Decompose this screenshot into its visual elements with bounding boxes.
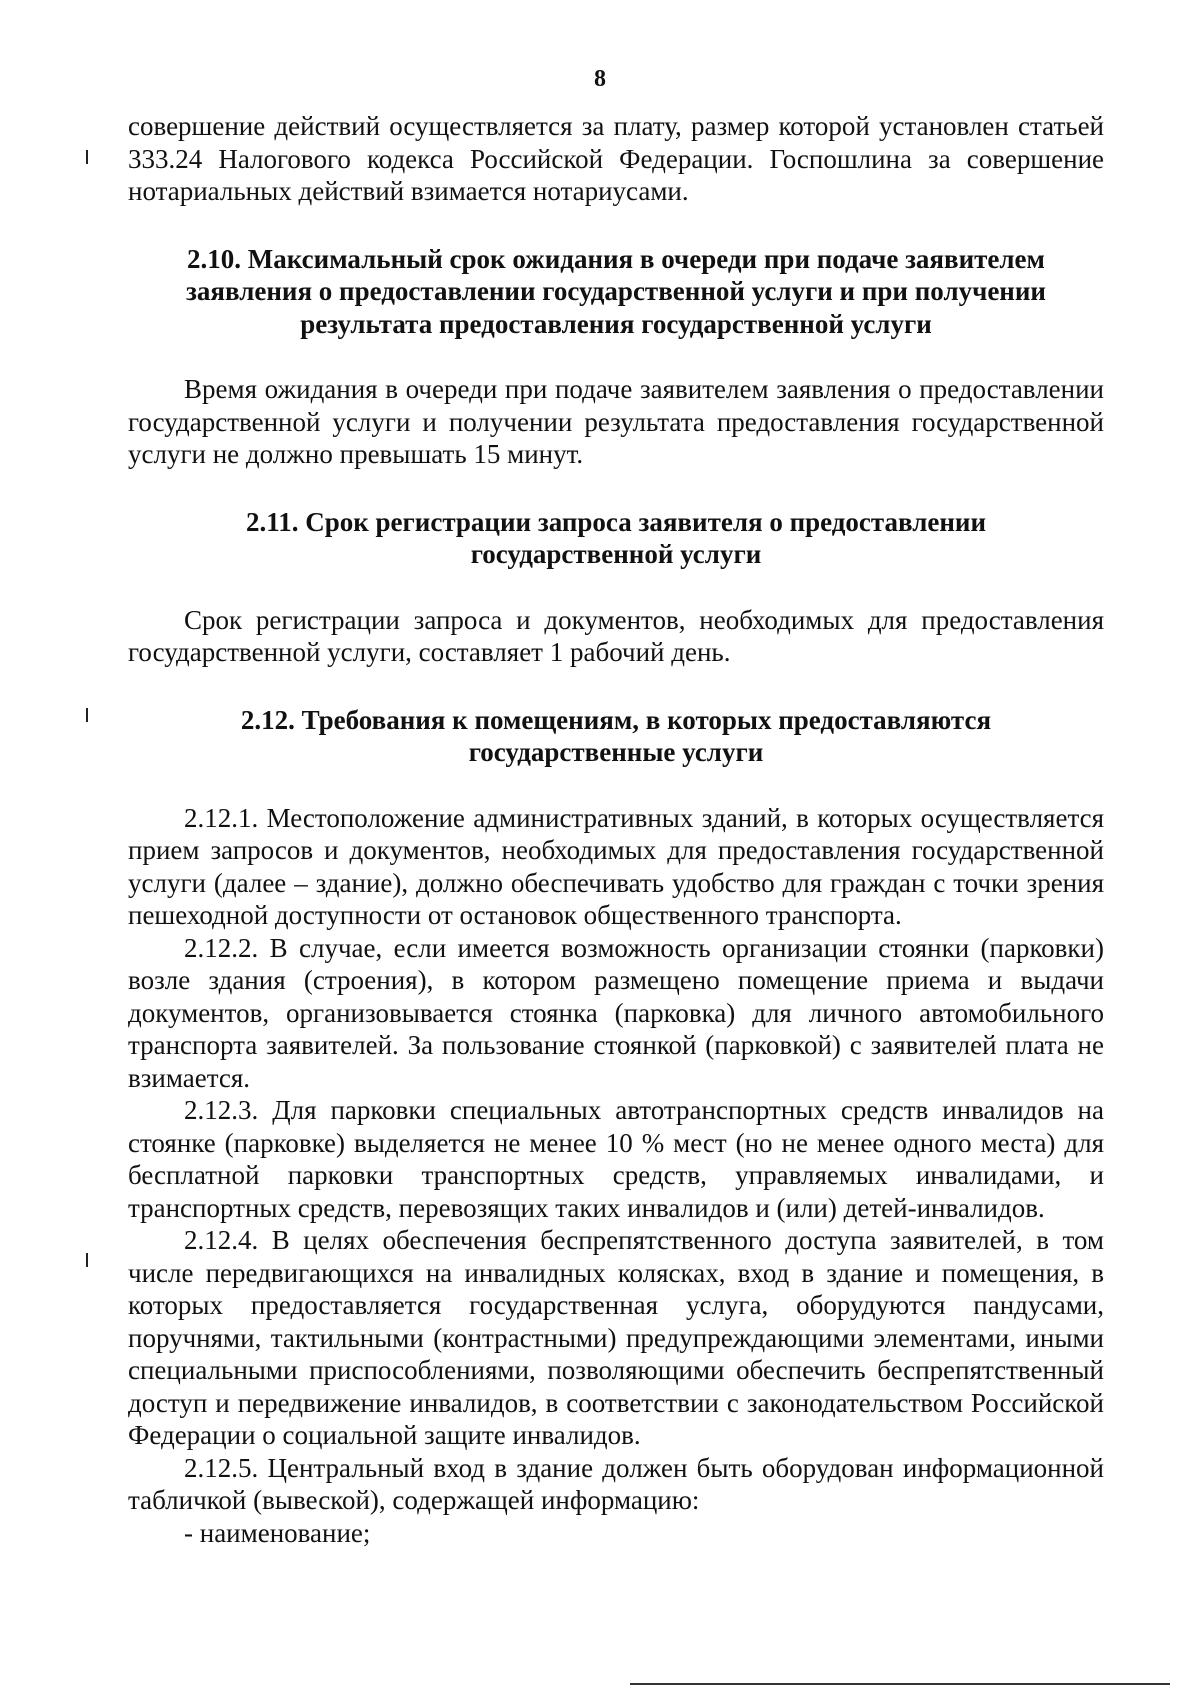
section-2-11-heading: 2.11. Срок регистрации запроса заявителя о предоставлении государственной услуги [245, 506, 987, 569]
margin-mark [86, 150, 88, 164]
section-2-12-heading: 2.12. Требования к помещениям, в которых предоставляются государственные услуги [240, 704, 992, 767]
section-2-10-text: Время ожидания в очереди при подаче заявителем заявления о предоставлении государственной услуги и получении результата предоставления государственной услуги не должно превышать 15 минут. [128, 374, 1104, 469]
clause-2-12-3: 2.12.3. Для парковки специальных автотранспортных средств инвалидов на стоянке (парковке) выделяется не менее 10 % мест (но не менее одного места) для бесплатной парковки транспортных средств, управляемых инвалидами, и транспортных средств, перевозящих таких инвалидов и (или) детей-инвалидов. [128, 1095, 1104, 1223]
section-2-10-heading: 2.10. Максимальный срок ожидания в очереди при подаче заявителем заявления о предоставлении государственной услуги и при получении результата предоставления государственной услуги [186, 243, 1046, 339]
list-item-name: - наименование; [184, 1517, 371, 1548]
section-2-11-text: Срок регистрации запроса и документов, необходимых для предоставления государственной услуги, составляет 1 рабочий день. [128, 604, 1104, 667]
clause-2-12-2: 2.12.2. В случае, если имеется возможность организации стоянки (парковки) возле здания (строения), в котором размещено помещение приема и выдачи документов, организовывается стоянка (парковка) для личного автомобильного транспорта заявителей. За пользование стоянкой (парковкой) с заявителей плата не взимается. [128, 932, 1104, 1093]
margin-mark [86, 708, 88, 722]
document-body [128, 110, 1104, 1549]
bottom-rule [630, 1683, 1170, 1685]
clause-2-12-1: 2.12.1. Местоположение административных зданий, в которых осуществляется прием запросов и документов, необходимых для предоставления государственной услуги (далее – здание), должно обеспечивать удобство для граждан с точки зрения пешеходной доступности от остановок общественного транспорта. [128, 802, 1104, 930]
margin-mark [86, 1253, 88, 1267]
intro-paragraph: совершение действий осуществляется за плату, размер которой установлен статьей 333.24 Налогового кодекса Российской Федерации. Госпошлина за совершение нотариальных действий взимается нотариусами. [128, 111, 1104, 206]
clause-2-12-5: 2.12.5. Центральный вход в здание должен быть оборудован информационной табличкой (вывеской), содержащей информацию: [128, 1452, 1104, 1515]
clause-2-12-4: 2.12.4. В целях обеспечения беспрепятственного доступа заявителей, в том числе передвигающихся на инвалидных колясках, вход в здание и помещения, в которых предоставляется государственная услуга, оборудуются пандусами, поручнями, тактильными (контрастными) предупреждающими элементами, иными специальными приспособлениями, позволяющими обеспечить беспрепятственный доступ и передвижение инвалидов, в соответствии с законодательством Российской Федерации о социальной защите инвалидов. [128, 1225, 1104, 1450]
page-number: 8 [594, 66, 606, 92]
